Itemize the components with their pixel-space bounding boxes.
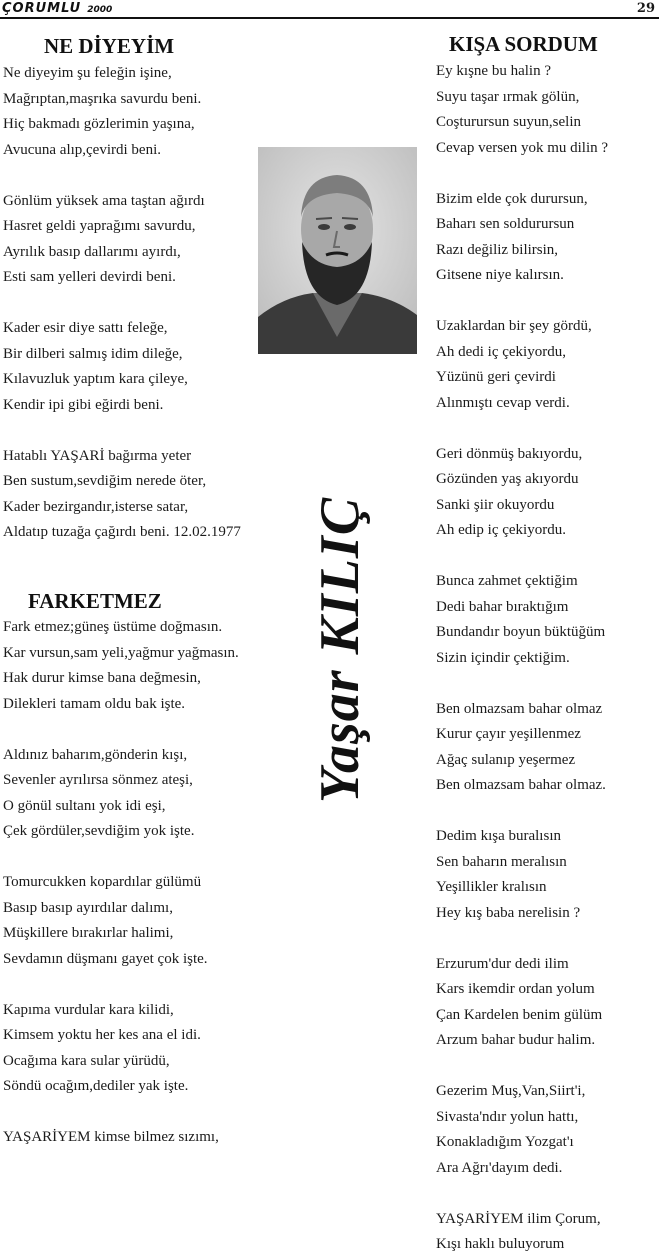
poem-line: Fark etmez;güneş üstüme doğmasın.	[3, 619, 223, 635]
poem-line: Söndü ocağım,dediler yak işte.	[3, 1078, 189, 1094]
poem-line: Avucuna alıp,çevirdi beni.	[3, 141, 161, 158]
stanza-gap	[3, 717, 239, 743]
poem-line: Kimsem yoktu her kes ana el idi.	[3, 1027, 201, 1043]
poem-line: Esti sam yelleri devirdi beni.	[3, 269, 176, 285]
stanza-gap	[436, 1181, 608, 1207]
stanza-gap	[3, 291, 241, 317]
poem-title-ne-diyeyim: NE DİYEYİM	[44, 34, 175, 58]
poem-line: Kar vursun,sam yeli,yağmur yağmasın.	[3, 644, 239, 661]
poem-line: Tomurcukken kopardılar gülümü	[3, 874, 202, 890]
poem-line: Kars ikemdir ordan yolum	[436, 981, 595, 997]
poem-farketmez	[3, 615, 239, 1151]
poem-line: Sizin içindir çektiğim.	[436, 649, 570, 666]
stanza-gap	[436, 671, 608, 697]
poem-line: Alınmıştı cevap verdi.	[436, 394, 570, 411]
poem-line: Hey kış baba nerelisin ?	[436, 904, 581, 921]
poem-line: Kurur çayır yeşillenmez	[436, 726, 581, 742]
poem-line: Dedim kışa buralısın	[436, 828, 561, 844]
poem-line: Hak durur kimse bana değmesin,	[3, 670, 201, 686]
stanza-gap	[3, 418, 241, 444]
poem-line: Erzurum'dur dedi ilim	[436, 955, 569, 972]
poem-line: Sen baharın meralısın	[436, 853, 567, 870]
poem-line: Ben olmazsam bahar olmaz	[436, 700, 603, 717]
poem-line: Hiç bakmadı gözlerimin yaşına,	[3, 116, 195, 132]
poem-line: Konakladığım Yozgat'ı	[436, 1134, 574, 1150]
poem-line: Yeşillikler kralısın	[436, 879, 547, 895]
poem-line: YAŞARİYEM kimse bilmez sızımı,	[3, 1129, 219, 1145]
magazine-logo	[2, 1, 112, 16]
poem-line: Ayrılık basıp dallarımı ayırdı,	[3, 243, 181, 260]
poem-line: Kendir ipi gibi eğirdi beni.	[3, 396, 164, 413]
poem-line: Ben sustum,sevdiğim nerede öter,	[3, 473, 207, 489]
poem-line: Yüzünü geri çevirdi	[436, 369, 556, 385]
poem-line: Ey kışne bu halin ?	[436, 63, 551, 79]
poem-line: Müşkillere bırakırlar halimi,	[3, 925, 174, 941]
poem-line: Gönlüm yüksek ama taştan ağırdı	[3, 192, 205, 209]
poem-line: Bundandır boyun büktüğüm	[436, 624, 606, 640]
poem-line: Ara Ağrı'dayım dedi.	[436, 1159, 563, 1176]
poem-line: Aldınız baharım,gönderin kışı,	[3, 746, 188, 763]
poem-ne-diyeyim	[3, 61, 241, 546]
poem-line: Bir dilberi salmış idim dileğe,	[3, 345, 183, 362]
magazine-year: 2000	[87, 5, 113, 15]
page-number: 29	[636, 1, 655, 16]
poem-line: Aldatıp tuzağa çağırdı beni. 12.02.1977	[3, 524, 241, 540]
stanza-gap	[3, 845, 239, 871]
poem-line: O gönül sultanı yok idi eşi,	[3, 797, 166, 814]
poem-line: Sivasta'ndır yolun hattı,	[436, 1108, 579, 1125]
poem-line: Geri dönmüş bakıyordu,	[436, 445, 583, 462]
poem-line: Ah edip iç çekiyordu.	[436, 522, 566, 538]
poem-line: Bizim elde çok durursun,	[436, 190, 588, 207]
author-photo	[258, 147, 417, 354]
poem-line: Cevap versen yok mu dilin ?	[436, 139, 609, 156]
poem-kisa-sordum	[436, 59, 608, 1258]
stanza-gap	[436, 544, 608, 570]
poem-line: Gezerim Muş,Van,Siirt'i,	[436, 1083, 586, 1099]
poem-line: Bunca zahmet çektiğim	[436, 573, 578, 589]
poem-line: Ah dedi iç çekiyordu,	[436, 343, 566, 360]
poem-line: Hasret geldi yaprağımı savurdu,	[3, 218, 196, 234]
author-name-vertical: Yaşar KILIÇ	[309, 496, 371, 804]
stanza-gap	[436, 289, 608, 315]
poem-line: Arzum bahar budur halim.	[436, 1032, 596, 1048]
stanza-gap	[3, 1100, 239, 1126]
poem-line: Kader bezirgandır,isterse satar,	[3, 498, 189, 515]
poem-line: Çan Kardelen benim gülüm	[436, 1006, 603, 1023]
stanza-gap	[436, 161, 608, 187]
poem-line: Basıp basıp ayırdılar dalımı,	[3, 899, 173, 916]
poem-line: Sanki şiir okuyordu	[436, 496, 555, 513]
poem-line: Uzaklardan bir şey gördü,	[436, 318, 592, 334]
page-header	[0, 0, 659, 18]
poem-line: Hatablı YAŞARİ bağırma yeter	[3, 447, 192, 464]
poem-line: Sevdamın düşmanı gayet çok işte.	[3, 950, 208, 967]
stanza-gap	[3, 163, 241, 189]
poem-line: Ocağıma kara sular yürüdü,	[3, 1052, 170, 1069]
poem-line: Ben olmazsam bahar olmaz.	[436, 777, 606, 793]
poem-line: YAŞARİYEM ilim Çorum,	[436, 1210, 601, 1227]
stanza-gap	[436, 416, 608, 442]
poem-title-farketmez: FARKETMEZ	[28, 589, 162, 613]
poem-line: Suyu taşar ırmak gölün,	[436, 88, 580, 105]
poem-line: Kılavuzluk yaptım kara çileye,	[3, 371, 188, 387]
poem-line: Dedi bahar bıraktığım	[436, 598, 569, 615]
poem-line: Gözünden yaş akıyordu	[436, 471, 579, 487]
poem-line: Dilekleri tamam oldu bak işte.	[3, 695, 186, 712]
stanza-gap	[436, 799, 608, 825]
magazine-name: ÇORUMLU	[2, 1, 82, 16]
poem-line: Razı değiliz bilirsin,	[436, 241, 559, 258]
poem-line: Ne diyeyim şu feleğin işine,	[3, 65, 172, 81]
poem-line: Baharı sen soldurursun	[436, 216, 575, 232]
poem-line: Çek gördüler,sevdiğim yok işte.	[3, 823, 195, 839]
stanza-gap	[436, 1054, 608, 1080]
poem-line: Coşturursun suyun,selin	[436, 114, 582, 130]
poem-line: Gitsene niye kalırsın.	[436, 267, 564, 283]
stanza-gap	[436, 926, 608, 952]
stanza-gap	[3, 972, 239, 998]
author-portrait-icon	[258, 147, 417, 354]
poem-line: Kader esir diye sattı feleğe,	[3, 320, 168, 336]
poem-line: Kapıma vurdular kara kilidi,	[3, 1001, 174, 1018]
poem-line: Ağaç sulanıp yeşermez	[436, 751, 576, 768]
header-rule	[0, 17, 659, 19]
poem-line: Kışı haklı buluyorum	[436, 1236, 565, 1252]
poem-line: Sevenler ayrılırsa sönmez ateşi,	[3, 772, 193, 788]
poem-title-kisa-sordum: KIŞA SORDUM	[449, 32, 598, 56]
poem-line: Mağrıptan,maşrıka savurdu beni.	[3, 90, 202, 107]
